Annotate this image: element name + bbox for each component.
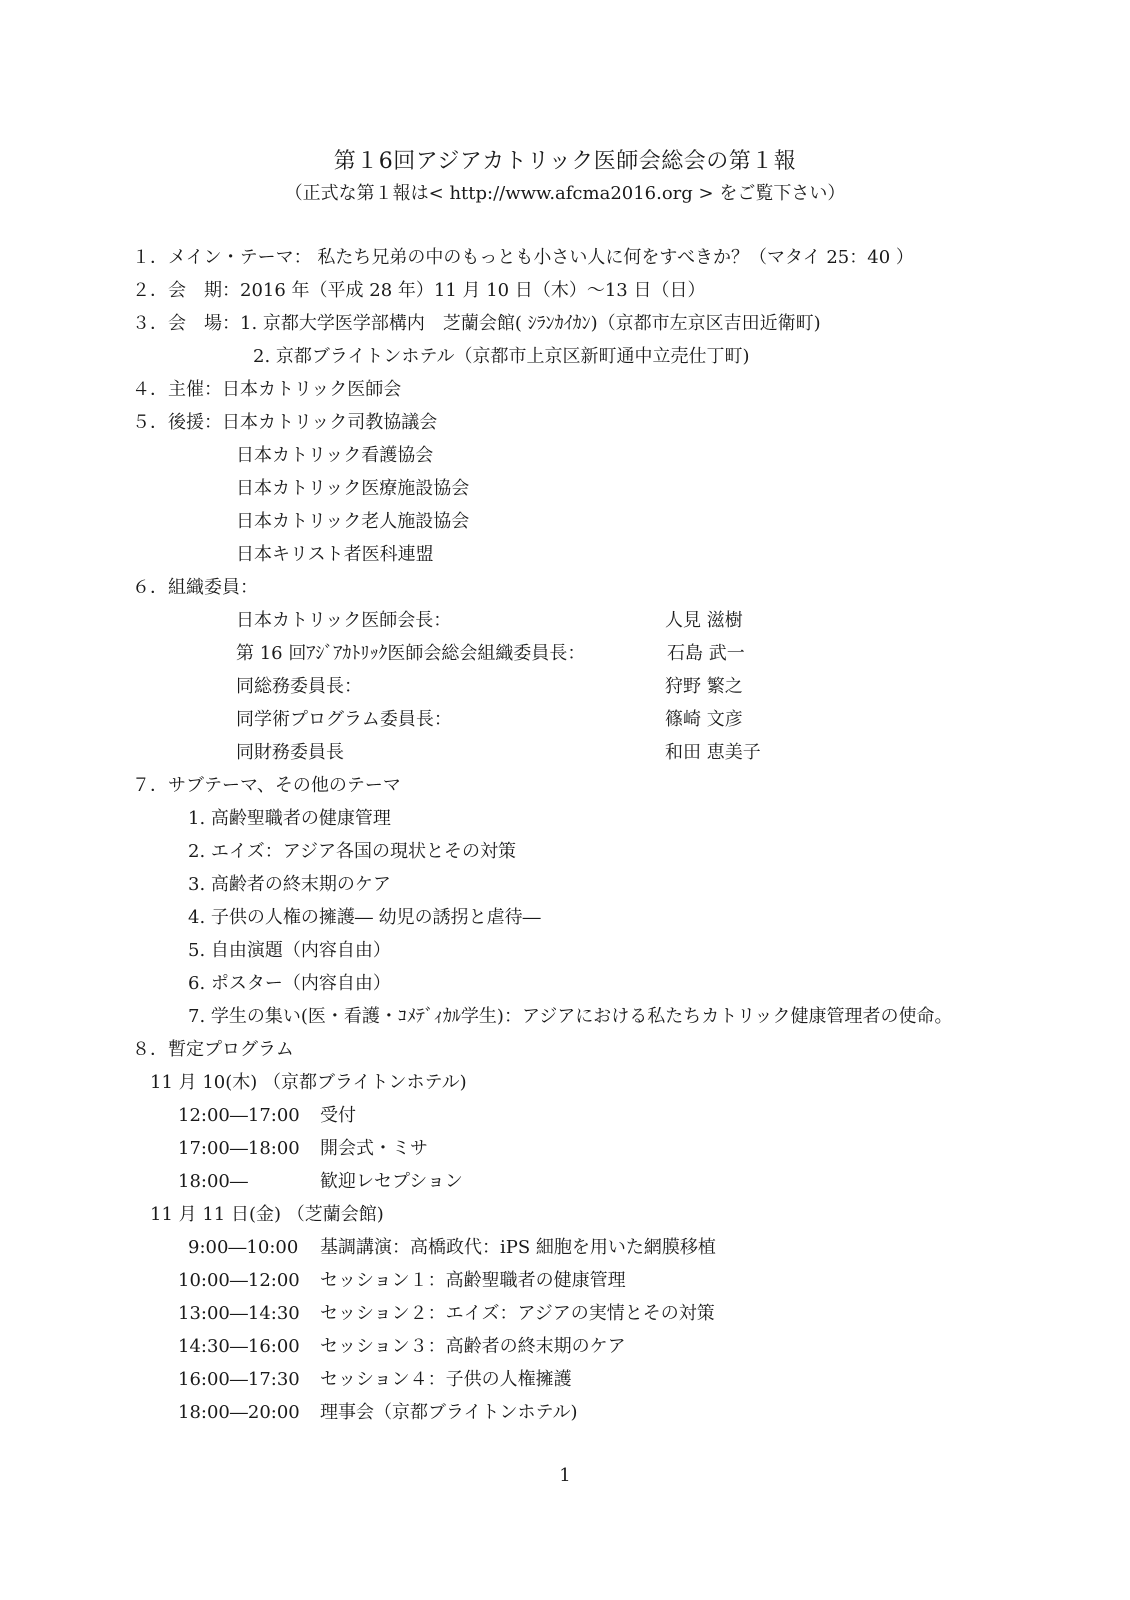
support-org-item: 日本カトリック医療施設協会 — [236, 478, 470, 499]
program-time: 9:00―10:00 — [188, 1237, 299, 1258]
program-time: 13:00―14:30 — [178, 1303, 300, 1324]
section-organizer: ４．主催：日本カトリック医師会 — [132, 379, 402, 400]
program-time: 10:00―12:00 — [178, 1270, 300, 1291]
program-event: 歓迎レセプション — [320, 1171, 463, 1192]
committee-role: 第 16 回ｱｼﾞｱｶﾄﾘｯｸ医師会総会組織委員長： — [236, 643, 586, 664]
committee-role: 日本カトリック医師会長： — [236, 610, 452, 631]
program-time: 14:30―16:00 — [178, 1336, 300, 1357]
subtheme-item: 6. ポスター（内容自由） — [188, 973, 391, 994]
page-number: 1 — [559, 1465, 571, 1486]
committee-name: 篠崎 文彦 — [665, 709, 743, 730]
subtheme-item: 3. 高齢者の終末期のケア — [188, 874, 391, 895]
support-org-item: 日本カトリック老人施設協会 — [236, 511, 470, 532]
section-main-theme: １．メイン・テーマ： 私たち兄弟の中のもっとも小さい人に何をすべきか？（マタイ 25：40 ） — [132, 247, 914, 268]
subtheme-item: 4. 子供の人権の擁護― 幼児の誘拐と虐待― — [188, 907, 541, 928]
support-org-item: 日本カトリック看護協会 — [236, 445, 434, 466]
program-event: 受付 — [320, 1105, 356, 1126]
section-venue: ３．会 場：1. 京都大学医学部構内 芝蘭会館( ｼﾗﾝｶｲｶﾝ)（京都市左京区吉田近衛町) — [132, 313, 821, 334]
program-event: 開会式・ミサ — [320, 1138, 428, 1159]
committee-name: 石島 武一 — [667, 643, 745, 664]
subtheme-item: 5. 自由演題（内容自由） — [188, 940, 391, 961]
section-subthemes: ７．サブテーマ、その他のテーマ — [132, 775, 401, 796]
program-event: セッション１：高齢聖職者の健康管理 — [320, 1270, 626, 1291]
committee-role: 同財務委員長 — [236, 742, 344, 763]
support-org-item: 日本キリスト者医科連盟 — [236, 544, 434, 565]
section-venue-2: 2. 京都ブライトンホテル（京都市上京区新町通中立売仕丁町) — [253, 346, 750, 367]
committee-role: 同学術プログラム委員長： — [236, 709, 452, 730]
program-time: 17:00―18:00 — [178, 1138, 300, 1159]
program-time: 16:00―17:30 — [178, 1369, 300, 1390]
program-event: セッション３：高齢者の終末期のケア — [320, 1336, 626, 1357]
program-event: セッション２：エイズ：アジアの実情とその対策 — [320, 1303, 715, 1324]
committee-name: 和田 恵美子 — [665, 742, 761, 763]
committee-name: 狩野 繁之 — [665, 676, 743, 697]
subtheme-item: 2. エイズ：アジア各国の現状とその対策 — [188, 841, 516, 862]
subtheme-item: 1. 高齢聖職者の健康管理 — [188, 808, 391, 829]
section-support: ５．後援：日本カトリック司教協議会 — [132, 412, 438, 433]
section-committee: ６．組織委員： — [132, 577, 258, 598]
committee-name: 人見 滋樹 — [665, 610, 743, 631]
committee-role: 同総務委員長： — [236, 676, 362, 697]
document-subtitle: （正式な第１報は< http://www.afcma2016.org > をご覧下さい） — [284, 183, 846, 204]
document-title: 第１6回アジアカトリック医師会総会の第１報 — [333, 149, 797, 174]
program-day-heading: 11 月 11 日(金) （芝蘭会館) — [150, 1204, 384, 1225]
program-event: セッション４：子供の人権擁護 — [320, 1369, 572, 1390]
subtheme-item: 7. 学生の集い(医・看護・ｺﾒﾃﾞｨｶﾙ学生)：アジアにおける私たちカトリック健康管理者の使命。 — [188, 1006, 953, 1027]
program-time: 12:00―17:00 — [178, 1105, 300, 1126]
program-event: 理事会（京都ブライトンホテル) — [320, 1402, 578, 1423]
section-program: ８．暫定プログラム — [132, 1039, 294, 1060]
program-time: 18:00― — [178, 1171, 248, 1192]
program-day-heading: 11 月 10(木) （京都ブライトンホテル) — [150, 1072, 467, 1093]
program-time: 18:00―20:00 — [178, 1402, 300, 1423]
section-period: ２．会 期：2016 年（平成 28 年）11 月 10 日（木）～13 日（日） — [132, 280, 706, 301]
program-event: 基調講演：高橋政代：iPS 細胞を用いた網膜移植 — [320, 1237, 716, 1258]
